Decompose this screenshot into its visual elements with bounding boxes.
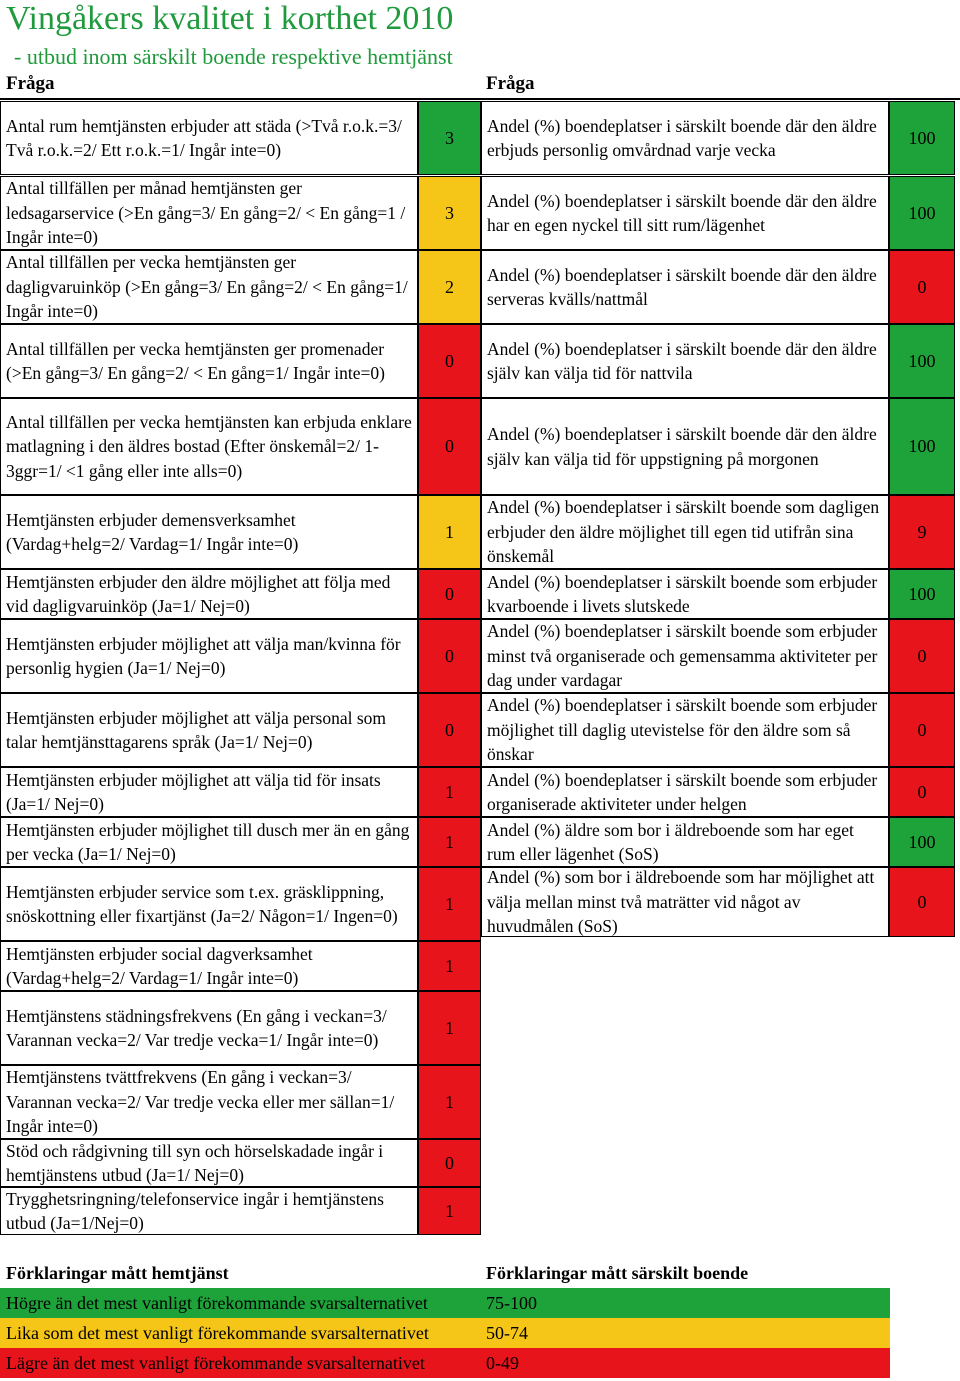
boende-question	[481, 867, 889, 937]
hemtjanst-value: 0	[418, 693, 481, 767]
boende-question-text: Andel (%) boendeplatser i särskilt boende som erbjuder organiserade aktiviteter under helgen	[487, 769, 878, 814]
hemtjanst-question	[0, 176, 418, 250]
legend-range: 75-100	[486, 1293, 537, 1313]
boende-question	[481, 176, 889, 250]
hemtjanst-value: 1	[418, 991, 481, 1065]
boende-value: 100	[889, 398, 955, 495]
legend-text: Högre än det mest vanligt förekommande svarsalternativet	[6, 1293, 428, 1313]
legend-text: Lägre än det mest vanligt förekommande svarsalternativet	[6, 1353, 425, 1373]
boende-question	[481, 250, 889, 324]
hemtjanst-question-text: Hemtjänstens städningsfrekvens (En gång i veckan=3/ Varannan vecka=2/ Var tredje vecka=1/ Ingår inte=0)	[6, 1005, 387, 1050]
boende-value: 100	[889, 324, 955, 398]
hemtjanst-question	[0, 324, 418, 398]
hemtjanst-question	[0, 1065, 418, 1139]
hemtjanst-question	[0, 1139, 418, 1187]
boende-question-text: Andel (%) som bor i äldreboende som har möjlighet att välja mellan minst två maträtter vid något av huvudmålen (SoS)	[487, 867, 875, 937]
boende-question	[481, 101, 889, 175]
column-header-left: Fråga	[6, 73, 55, 94]
boende-value: 100	[889, 817, 955, 867]
hemtjanst-question	[0, 569, 418, 619]
boende-question	[481, 767, 889, 817]
hemtjanst-question	[0, 867, 418, 941]
hemtjanst-value: 0	[418, 398, 481, 495]
boende-question-text: Andel (%) boendeplatser i särskilt boende där den äldre själv kan välja tid för uppstigning på morgonen	[487, 424, 877, 469]
hemtjanst-question	[0, 693, 418, 767]
hemtjanst-value: 0	[418, 619, 481, 693]
boende-question	[481, 817, 889, 867]
boende-value: 100	[889, 176, 955, 250]
legend-row-red	[0, 1348, 890, 1378]
hemtjanst-value: 0	[418, 324, 481, 398]
hemtjanst-question	[0, 991, 418, 1065]
boende-question	[481, 619, 889, 693]
hemtjanst-value: 3	[418, 176, 481, 250]
hemtjanst-value: 1	[418, 941, 481, 991]
legend-row-yellow	[0, 1318, 890, 1348]
boende-question	[481, 495, 889, 569]
hemtjanst-question	[0, 398, 418, 495]
boende-value: 0	[889, 767, 955, 817]
hemtjanst-question-text: Trygghetsringning/telefonservice ingår i hemtjänstens utbud (Ja=1/Nej=0)	[6, 1188, 384, 1233]
boende-value: 0	[889, 867, 955, 937]
page-title: Vingåkers kvalitet i korthet 2010	[6, 0, 454, 37]
hemtjanst-question-text: Hemtjänsten erbjuder service som t.ex. gräsklippning, snöskottning eller fixartjänst (Ja=2/ Någon=1/ Ingen=0)	[6, 881, 398, 926]
hemtjanst-question-text: Hemtjänsten erbjuder den äldre möjlighet att följa med vid dagligvaruinköp (Ja=1/ Nej=0)	[6, 571, 391, 616]
hemtjanst-value: 1	[418, 767, 481, 817]
hemtjanst-question-text: Hemtjänstens tvättfrekvens (En gång i veckan=3/ Varannan vecka=2/ Var tredje vecka eller mer sällan=1/ Ingår inte=0)	[6, 1067, 395, 1137]
boende-question-text: Andel (%) boendeplatser i särskilt boende där den äldre erbjuds personlig omvårdnad varje vecka	[487, 115, 877, 160]
hemtjanst-value: 3	[418, 101, 481, 175]
legend-range: 0-49	[486, 1353, 519, 1373]
boende-question-text: Andel (%) äldre som bor i äldreboende som har eget rum eller lägenhet (SoS)	[487, 819, 854, 864]
hemtjanst-question-text: Antal tillfällen per vecka hemtjänsten kan erbjuda enklare matlagning i den äldres bostad (Efter önskemål=2/ 1-3ggr=1/ <1 gång eller inte alls=0)	[6, 411, 412, 481]
boende-question-text: Andel (%) boendeplatser i särskilt boende där den äldre har en egen nyckel till sitt rum/lägenhet	[487, 190, 877, 235]
hemtjanst-question	[0, 817, 418, 867]
hemtjanst-question	[0, 941, 418, 991]
legend-range: 50-74	[486, 1323, 528, 1343]
page-subtitle: - utbud inom särskilt boende respektive hemtjänst	[14, 44, 453, 69]
hemtjanst-question	[0, 101, 418, 175]
hemtjanst-question-text: Antal tillfällen per vecka hemtjänsten ger dagligvaruinköp (>En gång=3/ En gång=2/ < En gång=1/ Ingår inte=0)	[6, 252, 408, 322]
hemtjanst-question-text: Hemtjänsten erbjuder möjlighet att välja tid för insats (Ja=1/ Nej=0)	[6, 769, 381, 814]
hemtjanst-question-text: Hemtjänsten erbjuder social dagverksamhet (Vardag+helg=2/ Vardag=1/ Ingår inte=0)	[6, 943, 313, 988]
boende-value: 100	[889, 569, 955, 619]
hemtjanst-value: 1	[418, 817, 481, 867]
hemtjanst-question	[0, 250, 418, 324]
hemtjanst-value: 0	[418, 569, 481, 619]
boende-value: 0	[889, 250, 955, 324]
hemtjanst-value: 2	[418, 250, 481, 324]
hemtjanst-question-text: Hemtjänsten erbjuder demensverksamhet (Vardag+helg=2/ Vardag=1/ Ingår inte=0)	[6, 509, 299, 554]
boende-question	[481, 398, 889, 495]
hemtjanst-question-text: Stöd och rådgivning till syn och hörselskadade ingår i hemtjänstens utbud (Ja=1/ Nej=0)	[6, 1140, 384, 1185]
boende-question-text: Andel (%) boendeplatser i särskilt boende där den äldre själv kan välja tid för nattvila	[487, 338, 877, 383]
hemtjanst-question-text: Antal rum hemtjänsten erbjuder att städa (>Två r.o.k.=3/ Två r.o.k.=2/ Ett r.o.k.=1/ Ingår inte=0)	[6, 115, 402, 160]
boende-value: 0	[889, 693, 955, 767]
hemtjanst-value: 1	[418, 1065, 481, 1139]
boende-question-text: Andel (%) boendeplatser i särskilt boende som dagligen erbjuder den äldre möjlighet till egen tid utifrån sina önskemål	[487, 497, 880, 567]
header-divider	[0, 98, 960, 100]
boende-question-text: Andel (%) boendeplatser i särskilt boende som erbjuder möjlighet till daglig utevistelse för den äldre som så önskar	[487, 695, 878, 765]
legend-row-green	[0, 1288, 890, 1318]
boende-value: 9	[889, 495, 955, 569]
legend-header-left: Förklaringar mått hemtjänst	[6, 1263, 229, 1283]
boende-question	[481, 569, 889, 619]
hemtjanst-question	[0, 1187, 418, 1235]
hemtjanst-question	[0, 767, 418, 817]
column-header-right: Fråga	[486, 73, 535, 94]
hemtjanst-question-text: Antal tillfällen per månad hemtjänsten ger ledsagarservice (>En gång=3/ En gång=2/ < En gång=1 / Ingår inte=0)	[6, 178, 406, 248]
hemtjanst-question-text: Hemtjänsten erbjuder möjlighet att välja personal som talar hemtjänsttagarens språk (Ja=1/ Nej=0)	[6, 707, 387, 752]
hemtjanst-question-text: Hemtjänsten erbjuder möjlighet att välja man/kvinna för personlig hygien (Ja=1/ Nej=0)	[6, 633, 401, 678]
boende-question-text: Andel (%) boendeplatser i särskilt boende där den äldre serveras kvälls/nattmål	[487, 264, 877, 309]
hemtjanst-value: 1	[418, 1187, 481, 1235]
hemtjanst-question	[0, 495, 418, 569]
hemtjanst-question-text: Antal tillfällen per vecka hemtjänsten ger promenader (>En gång=3/ En gång=2/ < En gång=1/ Ingår inte=0)	[6, 338, 385, 383]
hemtjanst-question	[0, 619, 418, 693]
hemtjanst-value: 1	[418, 495, 481, 569]
boende-question-text: Andel (%) boendeplatser i särskilt boende som erbjuder kvarboende i livets slutskede	[487, 571, 878, 616]
boende-question	[481, 693, 889, 767]
boende-value: 100	[889, 101, 955, 175]
hemtjanst-value: 1	[418, 867, 481, 941]
legend-header-right: Förklaringar mått särskilt boende	[486, 1263, 749, 1283]
boende-question-text: Andel (%) boendeplatser i särskilt boende som erbjuder minst två organiserade och gemensamma aktiviteter per dag under vardagar	[487, 621, 878, 691]
legend-header-row	[0, 1258, 890, 1288]
boende-question	[481, 324, 889, 398]
boende-value: 0	[889, 619, 955, 693]
hemtjanst-value: 0	[418, 1139, 481, 1187]
legend-text: Lika som det mest vanligt förekommande svarsalternativet	[6, 1323, 429, 1343]
hemtjanst-question-text: Hemtjänsten erbjuder möjlighet till dusch mer än en gång per vecka (Ja=1/ Nej=0)	[6, 819, 410, 864]
